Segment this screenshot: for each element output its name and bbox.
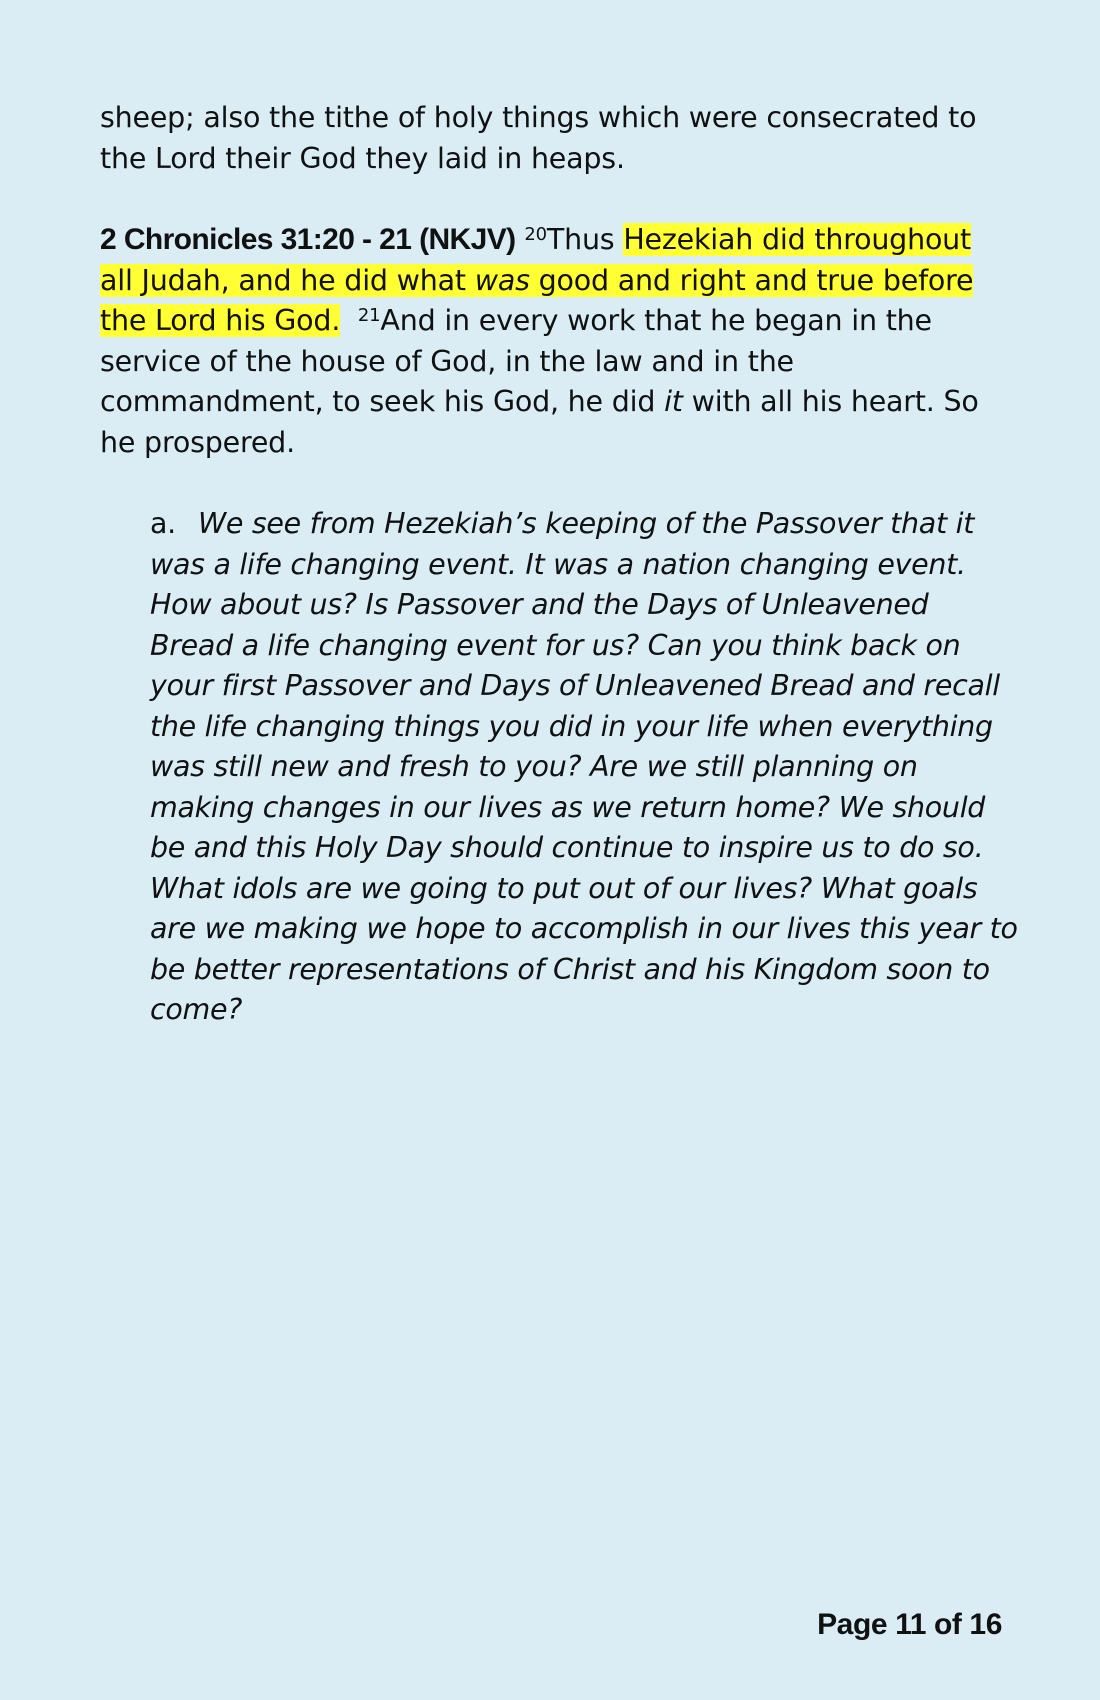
of-label: of bbox=[926, 1608, 970, 1641]
page-label: Page bbox=[817, 1608, 896, 1641]
total-pages-number: 16 bbox=[969, 1608, 1002, 1641]
page-number-footer bbox=[817, 1608, 1002, 1642]
verse-20-highlight-b: good and right and true before the Lord his God. bbox=[100, 263, 974, 337]
list-item bbox=[150, 504, 1020, 1031]
verse-20-italic: was bbox=[474, 263, 530, 297]
verse-21-text-b: with all his heart. So he prospered. bbox=[100, 385, 979, 459]
continuation-paragraph: sheep; also the tithe of holy things which were consecrated to the Lord their God they laid in heaps. bbox=[100, 101, 977, 175]
scripture-paragraph bbox=[100, 220, 1010, 463]
verse-number-21: 21 bbox=[357, 305, 381, 326]
scripture-reference: 2 Chronicles 31:20 - 21 (NKJV) bbox=[100, 223, 516, 256]
list-marker: a. bbox=[150, 507, 176, 540]
verse-number-20: 20 bbox=[524, 224, 547, 245]
current-page-number: 11 bbox=[895, 1608, 927, 1641]
verse-20-highlight-a: Hezekiah did throughout all Judah, and he did what bbox=[100, 223, 972, 297]
verse-20-lead: Thus bbox=[546, 223, 624, 256]
verse-21-italic: it bbox=[664, 385, 683, 418]
commentary-text: We see from Hezekiah’s keeping of the Passover that it was a life changing event. It was a nation changing event. How about us? Is Passover and the Days of Unleavened Bread a life changing event for us? Can you think back on your first Passover and Days of Unleavened Bread and recall the life changing things you did in your life when everything was still new and fresh to you? Are we still planning on making changes in our lives as we return home? We should be and this Holy Day should continue to inspire us to do so. What idols are we going to put out of our lives? What goals are we making we hope to accomplish in our lives this year to be better representations of Christ and his Kingdom soon to come? bbox=[150, 507, 1018, 1026]
verse-21-text-a: And in every work that he began in the service of the house of God, in the law and in the commandment, to seek his God, he did bbox=[100, 304, 932, 418]
